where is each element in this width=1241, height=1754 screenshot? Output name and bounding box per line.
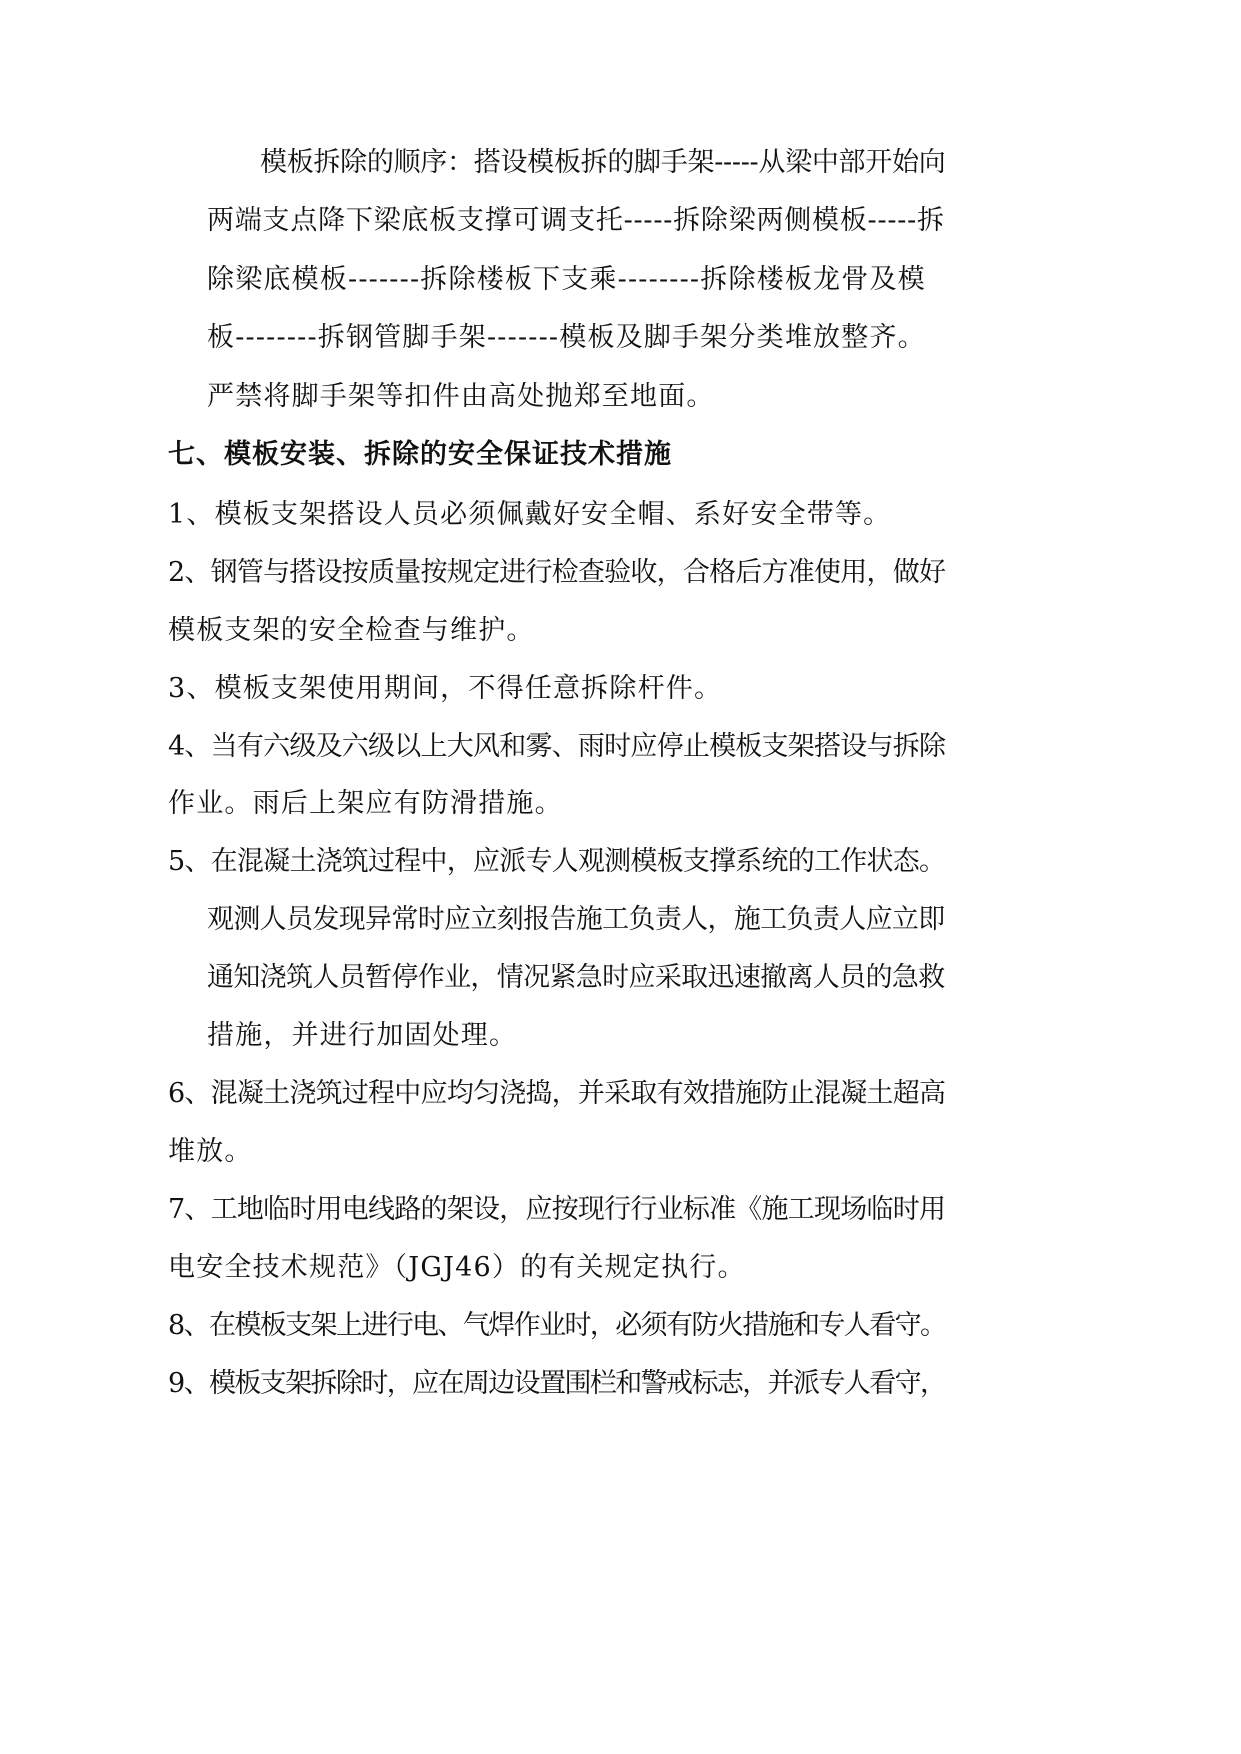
measure-item-5-line-1: 5、在混凝土浇筑过程中，应派专人观测模板支撑系统的工作状态。 bbox=[168, 846, 946, 877]
measure-item-9: 9、模板支架拆除时，应在周边设置围栏和警戒标志，并派专人看守， bbox=[168, 1368, 946, 1399]
measure-item-6-line-1: 6、混凝土浇筑过程中应均匀浇捣，并采取有效措施防止混凝土超高 bbox=[168, 1078, 946, 1109]
measure-item-5-line-4: 措施，并进行加固处理。 bbox=[207, 1020, 518, 1051]
measure-item-8: 8、在模板支架上进行电、气焊作业时，必须有防火措施和专人看守。 bbox=[168, 1310, 946, 1341]
measure-item-1: 1、模板支架搭设人员必须佩戴好安全帽、系好安全带等。 bbox=[168, 499, 892, 530]
demolition-sequence-line-1: 模板拆除的顺序：搭设模板拆的脚手架-----从梁中部开始向 bbox=[260, 147, 946, 178]
measure-item-6-line-2: 堆放。 bbox=[168, 1136, 253, 1167]
section-heading-7: 七、模板安装、拆除的安全保证技术措施 bbox=[168, 439, 672, 470]
measure-item-4-line-1: 4、当有六级及六级以上大风和雾、雨时应停止模板支架搭设与拆除 bbox=[168, 731, 946, 762]
prohibition-note: 严禁将脚手架等扣件由高处抛郑至地面。 bbox=[207, 381, 715, 412]
demolition-sequence-line-2: 两端支点降下梁底板支撑可调支托-----拆除梁两侧模板-----拆 bbox=[207, 205, 945, 236]
demolition-sequence-line-4: 板--------拆钢管脚手架-------模板及脚手架分类堆放整齐。 bbox=[207, 322, 926, 353]
demolition-sequence-line-3: 除梁底模板-------拆除楼板下支乘--------拆除楼板龙骨及模 bbox=[207, 264, 926, 295]
measure-item-7-line-2: 电安全技术规范》（JGJ46）的有关规定执行。 bbox=[168, 1252, 746, 1283]
measure-item-5-line-3: 通知浇筑人员暂停作业，情况紧急时应采取迅速撤离人员的急救 bbox=[207, 962, 945, 993]
measure-item-4-line-2: 作业。雨后上架应有防滑措施。 bbox=[168, 788, 563, 819]
measure-item-5-line-2: 观测人员发现异常时应立刻报告施工负责人，施工负责人应立即 bbox=[207, 904, 945, 935]
measure-item-2-line-1: 2、钢管与搭设按质量按规定进行检查验收，合格后方准使用，做好 bbox=[168, 557, 946, 588]
measure-item-3: 3、模板支架使用期间，不得任意拆除杆件。 bbox=[168, 673, 723, 704]
measure-item-2-line-2: 模板支架的安全检查与维护。 bbox=[168, 615, 535, 646]
measure-item-7-line-1: 7、工地临时用电线路的架设，应按现行行业标准《施工现场临时用 bbox=[168, 1194, 946, 1225]
